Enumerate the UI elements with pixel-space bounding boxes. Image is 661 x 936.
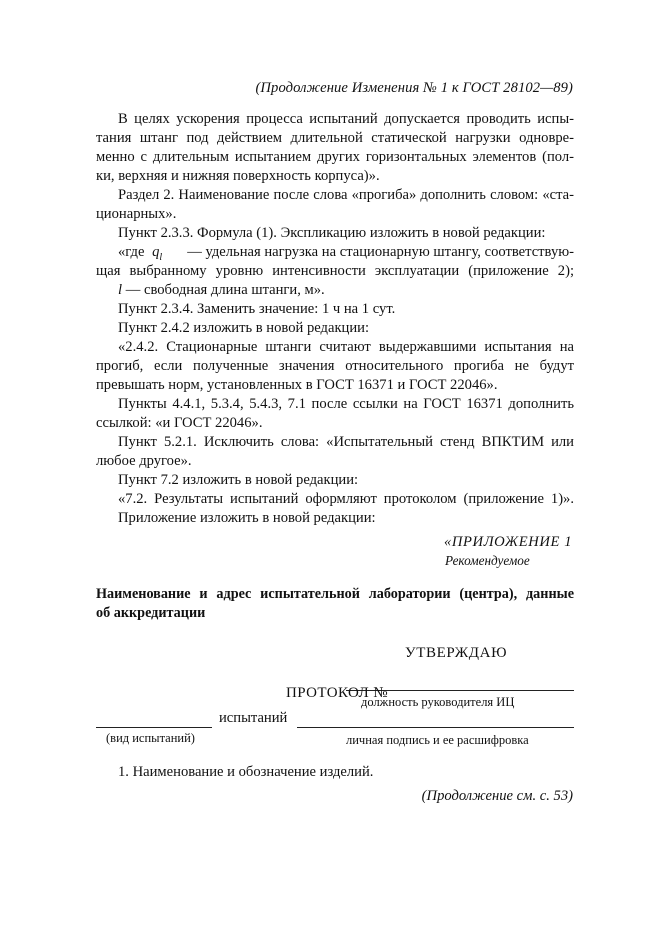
footer-continuation: (Продолжение см. с. 53) [421, 788, 573, 804]
body-line: Пункты 4.4.1, 5.3.4, 5.4.3, 7.1 после ссылки на ГОСТ 16371 дополнить [118, 396, 574, 412]
header-continuation: (Продолжение Изменения № 1 к ГОСТ 28102—89) [255, 80, 573, 96]
body-line: Раздел 2. Наименование после слова «прогиба» дополнить словом: «ста- [118, 187, 574, 203]
body-line: Приложение изложить в новой редакции: [118, 510, 376, 526]
body-line: щая выбранному уровню интенсивности эксплуатации (приложение 2); [96, 263, 574, 279]
body-line: В целях ускорения процесса испытаний допускается проводить испы- [118, 111, 574, 127]
body-line: Пункт 5.2.1. Исключить слова: «Испытательный стенд ВПКТИМ или [118, 434, 574, 450]
body-line: Пункт 7.2 изложить в новой редакции: [118, 472, 359, 488]
body-line: — удельная нагрузка на стационарную штангу, соответствую- [187, 244, 574, 260]
body-line: прогиб, если полученные значения относительного прогиба не будут [96, 358, 574, 374]
body-line: тания штанг под действием длительной статической нагрузки одновре- [96, 130, 574, 146]
body-line: «7.2. Результаты испытаний оформляют протоколом (приложение 1)». [118, 491, 574, 507]
gde-word: «где [118, 244, 145, 260]
tests-word: испытаний [219, 710, 288, 726]
body-line: Пункт 2.3.3. Формула (1). Экспликацию изложить в новой редакции: [118, 225, 546, 241]
body-line: ционарных». [96, 206, 177, 222]
body-line: «2.4.2. Стационарные штанги считают выдержавшими испытания на [118, 339, 574, 355]
signature-caption: личная подпись и ее расшифровка [346, 733, 529, 747]
body-line: любое другое». [96, 453, 192, 469]
body-line: Пункт 2.3.4. Заменить значение: 1 ч на 1 сут. [118, 301, 396, 317]
q-symbol: $q_l$ [152, 244, 163, 263]
body-line: превышать норм, установленных в ГОСТ 16371 и ГОСТ 22046». [96, 377, 498, 393]
appendix-title: «ПРИЛОЖЕНИЕ 1 [444, 534, 573, 550]
body-line: ссылкой: «и ГОСТ 22046». [96, 415, 263, 431]
protocol-title: ПРОТОКОЛ № [286, 685, 388, 701]
test-type-blank [96, 727, 212, 728]
approve-title: УТВЕРЖДАЮ [405, 645, 508, 661]
body-line: ки, верхняя и нижняя поверхность корпуса)». [96, 168, 380, 184]
body-line: Пункт 2.4.2 изложить в новой редакции: [118, 320, 370, 336]
appendix-subtitle: Рекомендуемое [445, 553, 530, 568]
test-subject-blank [297, 727, 574, 728]
l-explication-line [118, 281, 574, 300]
lab-heading-line: об аккредитации [96, 605, 206, 621]
item-1: 1. Наименование и обозначение изделий. [118, 764, 374, 780]
test-type-caption: (вид испытаний) [106, 731, 195, 745]
lab-heading-line: Наименование и адрес испытательной лаборатории (центра), данные [96, 586, 574, 602]
l-symbol: l [118, 282, 123, 298]
body-line: — свободная длина штанги, м». [125, 282, 325, 298]
position-caption: должность руководителя ИЦ [361, 695, 515, 709]
body-line: менно с длительным испытанием других горизонтальных элементов (пол- [96, 149, 574, 165]
